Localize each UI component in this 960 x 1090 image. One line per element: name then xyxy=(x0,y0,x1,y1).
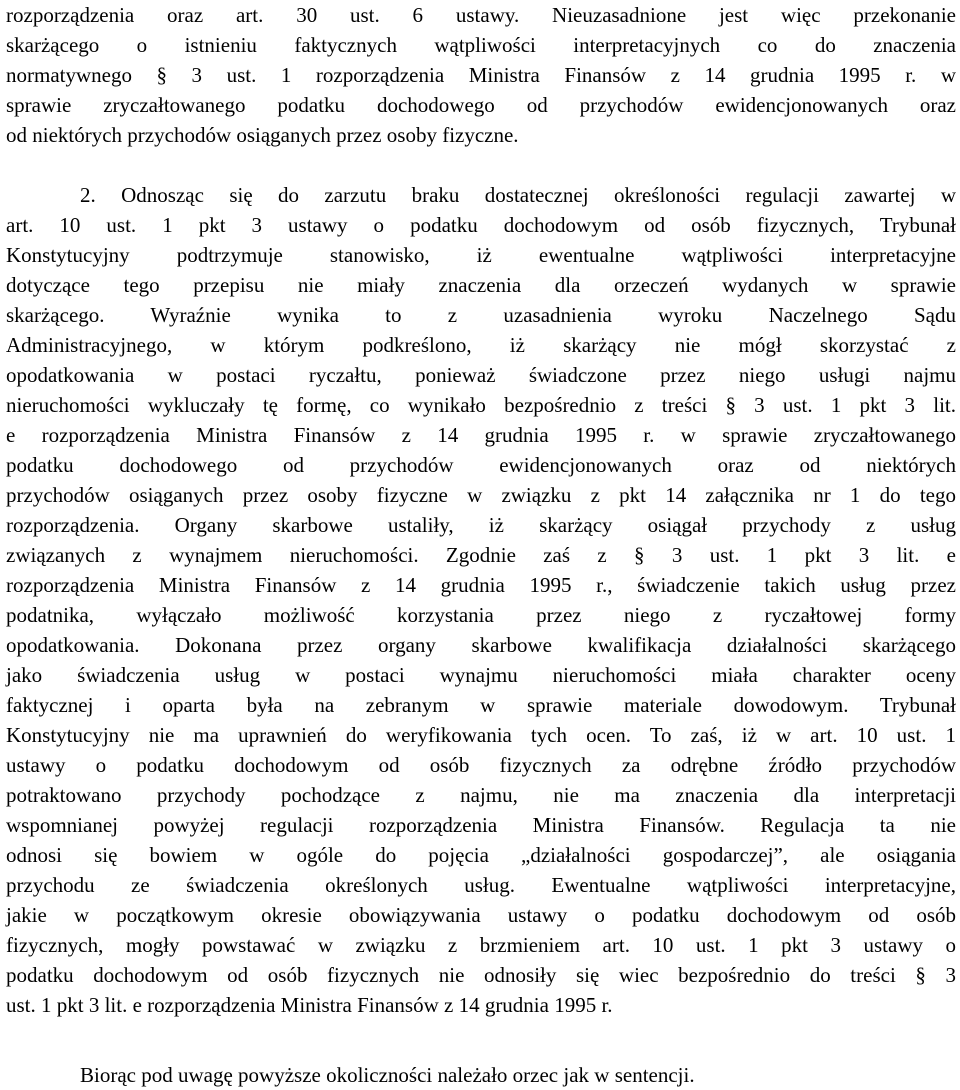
text-line: ustawy o podatku dochodowym od osób fizycznych za odrębne źródło przychodów xyxy=(6,753,956,777)
text-line: odnosi się bowiem w ogóle do pojęcia „działalności gospodarczej”, ale osiągania xyxy=(6,843,956,867)
text-line: faktycznej i oparta była na zebranym w sprawie materiale dowodowym. Trybunał xyxy=(6,693,956,717)
text-line: podatku dochodowym od osób fizycznych nie odnosiły się wiec bezpośrednio do treści § 3 xyxy=(6,963,956,987)
text-line: dotyczące tego przepisu nie miały znaczenia dla orzeczeń wydanych w sprawie xyxy=(6,273,956,297)
text-line: podatnika, wyłączało możliwość korzystania przez niego z ryczałtowej formy xyxy=(6,603,956,627)
text-line: podatku dochodowego od przychodów ewidencjonowanych oraz od niektórych xyxy=(6,453,956,477)
text-line: fizycznych, mogły powstawać w związku z brzmieniem art. 10 ust. 1 pkt 3 ustawy o xyxy=(6,933,956,957)
text-line: wspomnianej powyżej regulacji rozporządzenia Ministra Finansów. Regulacja ta nie xyxy=(6,813,956,837)
text-line: Administracyjnego, w którym podkreślono, iż skarżący nie mógł skorzystać z xyxy=(6,333,956,357)
text-line: 2. Odnosząc się do zarzutu braku dostatecznej określoności regulacji zawartej w xyxy=(80,183,956,207)
text-line: rozporządzenia. Organy skarbowe ustaliły, iż skarżący osiągał przychody z usług xyxy=(6,513,956,537)
text-line: skarżącego o istnieniu faktycznych wątpliwości interpretacyjnych co do znaczenia xyxy=(6,33,956,57)
text-line: normatywnego § 3 ust. 1 rozporządzenia Ministra Finansów z 14 grudnia 1995 r. w xyxy=(6,63,956,87)
text-line: jakie w początkowym okresie obowiązywania ustawy o podatku dochodowym od osób xyxy=(6,903,956,927)
paragraph-1 xyxy=(6,0,956,150)
text-line: art. 10 ust. 1 pkt 3 ustawy o podatku dochodowym od osób fizycznych, Trybunał xyxy=(6,213,956,237)
text-line: rozporządzenia oraz art. 30 ust. 6 ustawy. Nieuzasadnione jest więc przekonanie xyxy=(6,3,956,27)
text-line: ust. 1 pkt 3 lit. e rozporządzenia Ministra Finansów z 14 grudnia 1995 r. xyxy=(6,993,613,1017)
closing-sentence: Biorąc pod uwagę powyższe okoliczności należało orzec jak w sentencji. xyxy=(80,1063,695,1087)
text-line: nieruchomości wykluczały tę formę, co wynikało bezpośrednio z treści § 3 ust. 1 pkt 3 lit. xyxy=(6,393,956,417)
text-line: przychodu ze świadczenia określonych usług. Ewentualne wątpliwości interpretacyjne, xyxy=(6,873,956,897)
text-line: potraktowano przychody pochodzące z najmu, nie ma znaczenia dla interpretacji xyxy=(6,783,956,807)
text-line: opodatkowania w postaci ryczałtu, ponieważ świadczone przez niego usługi najmu xyxy=(6,363,956,387)
text-line: opodatkowania. Dokonana przez organy skarbowe kwalifikacja działalności skarżącego xyxy=(6,633,956,657)
text-line: e rozporządzenia Ministra Finansów z 14 grudnia 1995 r. w sprawie zryczałtowanego xyxy=(6,423,956,447)
text-line: Konstytucyjny podtrzymuje stanowisko, iż ewentualne wątpliwości interpretacyjne xyxy=(6,243,956,267)
text-line: jako świadczenia usług w postaci wynajmu nieruchomości miała charakter oceny xyxy=(6,663,956,687)
text-line: związanych z wynajmem nieruchomości. Zgodnie zaś z § 3 ust. 1 pkt 3 lit. e xyxy=(6,543,956,567)
text-line: skarżącego. Wyraźnie wynika to z uzasadnienia wyroku Naczelnego Sądu xyxy=(6,303,956,327)
paragraph-2 xyxy=(6,180,956,1020)
text-line: od niektórych przychodów osiąganych przez osoby fizyczne. xyxy=(6,123,519,147)
text-line: rozporządzenia Ministra Finansów z 14 grudnia 1995 r., świadczenie takich usług przez xyxy=(6,573,956,597)
text-line: Konstytucyjny nie ma uprawnień do weryfikowania tych ocen. To zaś, iż w art. 10 ust. 1 xyxy=(6,723,956,747)
text-line: przychodów osiąganych przez osoby fizyczne w związku z pkt 14 załącznika nr 1 do tego xyxy=(6,483,956,507)
text-line: sprawie zryczałtowanego podatku dochodowego od przychodów ewidencjonowanych oraz xyxy=(6,93,956,117)
